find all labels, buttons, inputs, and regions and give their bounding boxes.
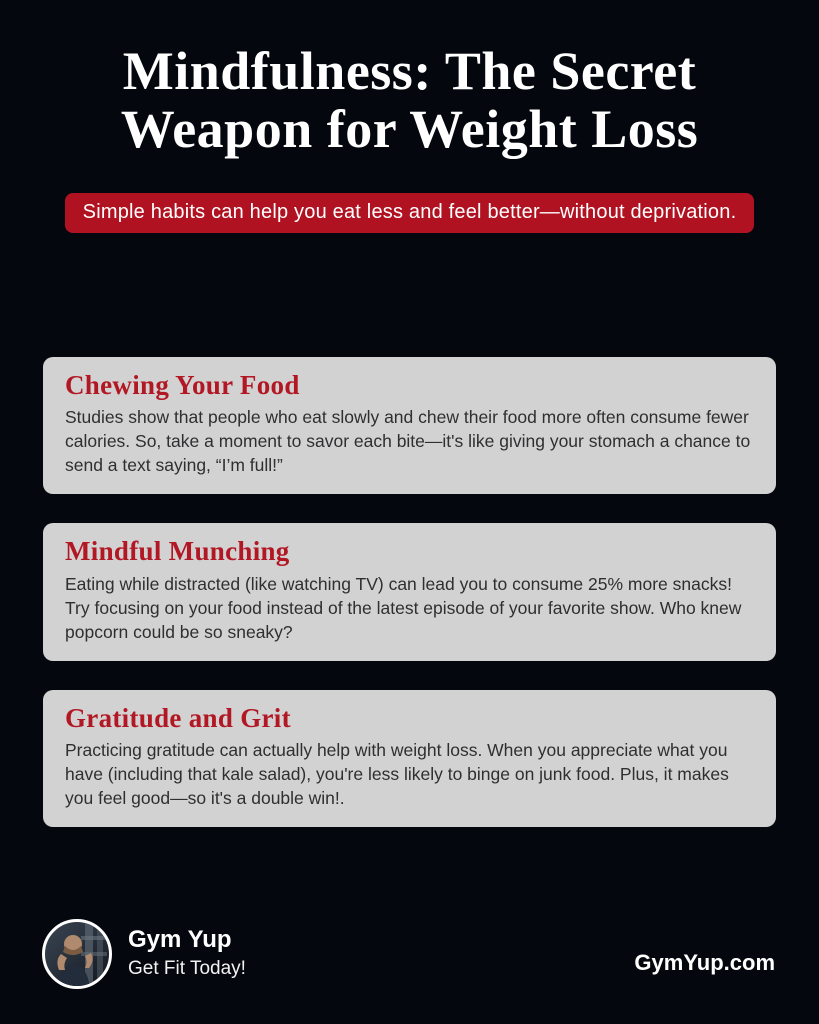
title-line-2: Weapon for Weight Loss bbox=[120, 99, 699, 160]
card-heading: Mindful Munching bbox=[65, 536, 290, 567]
tips-list bbox=[43, 357, 776, 856]
card-body: Studies show that people who eat slowly and chew their food more often consume fewer calories. So, take a moment to savor each bite—it's like giving your stomach a chance to send a text saying, “I’m full!” bbox=[65, 407, 751, 476]
card-heading: Chewing Your Food bbox=[65, 370, 300, 400]
avatar-photo-icon bbox=[45, 922, 112, 989]
avatar bbox=[42, 919, 112, 989]
website-url: GymYup.com bbox=[634, 950, 775, 975]
page-title bbox=[0, 42, 819, 159]
card-heading: Gratitude and Grit bbox=[65, 702, 291, 733]
tip-card-chewing-your-food bbox=[43, 357, 776, 494]
brand-block bbox=[42, 919, 246, 989]
tip-card-gratitude-and-grit bbox=[43, 690, 776, 827]
card-body: Eating while distracted (like watching TV) can lead you to consume 25% more snacks! Try focusing on your food instead of the latest episode of your favorite show. Who knew popcorn could be so sneaky? bbox=[65, 573, 742, 642]
card-body: Practicing gratitude can actually help with weight loss. When you appreciate what you have (including that kale salad), you're less likely to binge on junk food. Plus, it makes you feel good—so it's a double win!. bbox=[65, 739, 729, 809]
footer bbox=[0, 914, 819, 1024]
subtitle-banner: Simple habits can help you eat less and feel better—without deprivation. bbox=[65, 193, 755, 233]
brand-name: Gym Yup bbox=[128, 926, 232, 954]
brand-tagline: Get Fit Today! bbox=[128, 958, 246, 980]
tip-card-mindful-munching bbox=[43, 523, 776, 660]
title-line-1: Mindfulness: The Secret bbox=[122, 41, 697, 101]
brand-text bbox=[128, 926, 246, 981]
header bbox=[0, 42, 819, 233]
